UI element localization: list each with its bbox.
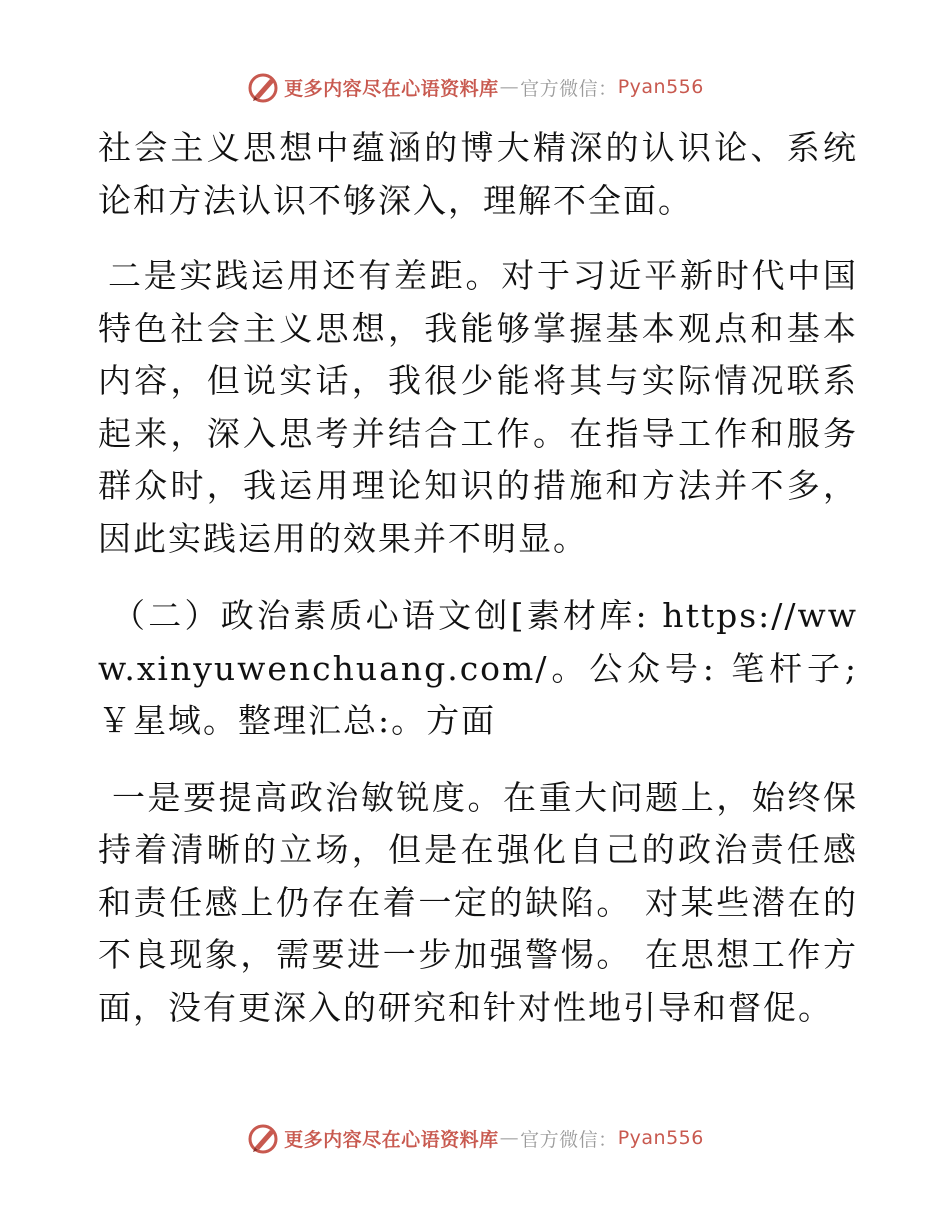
watermark-wechat-id: Pyan556: [617, 76, 704, 98]
pen-logo-icon: [246, 70, 280, 104]
watermark-brand: 更多内容尽在心语资料库: [284, 1128, 499, 1151]
watermark-wechat-id: Pyan556: [617, 1127, 704, 1149]
header-watermark: [0, 70, 950, 104]
watermark-brand: 更多内容尽在心语资料库: [284, 77, 499, 100]
paragraph-1: 社会主义思想中蕴涵的博大精深的认识论、系统论和方法认识不够深入，理解不全面。: [98, 128, 858, 220]
paragraph-4: 一是要提高政治敏锐度。在重大问题上，始终保持着清晰的立场，但是在强化自己的政治责任感和责任感上仍存在着一定的缺陷。 对某些潜在的不良现象，需要进一步加强警惕。 在思想工作方面，没有更深入的研究和针对性地引导和督促。: [98, 777, 858, 1027]
paragraph-2: 二是实践运用还有差距。对于习近平新时代中国特色社会主义思想，我能够掌握基本观点和基本内容，但说实话，我很少能将其与实际情况联系起来，深入思考并结合工作。在指导工作和服务群众时，我运用理论知识的措施和方法并不多，因此实践运用的效果并不明显。: [98, 256, 858, 558]
watermark-official-label: 官方微信：: [520, 1128, 618, 1151]
footer-watermark: [0, 1121, 950, 1155]
watermark-official-label: 官方微信：: [520, 77, 618, 100]
pen-logo-icon: [246, 1121, 280, 1155]
paragraph-3: （二）政治素质心语文创[素材库: https://www.xinyuwenchuang.com/。公众号: 笔杆子;￥星域。整理汇总:。方面: [98, 596, 858, 740]
watermark-separator: —: [499, 76, 520, 98]
watermark-separator: —: [499, 1127, 520, 1149]
document-body: [98, 122, 858, 1060]
